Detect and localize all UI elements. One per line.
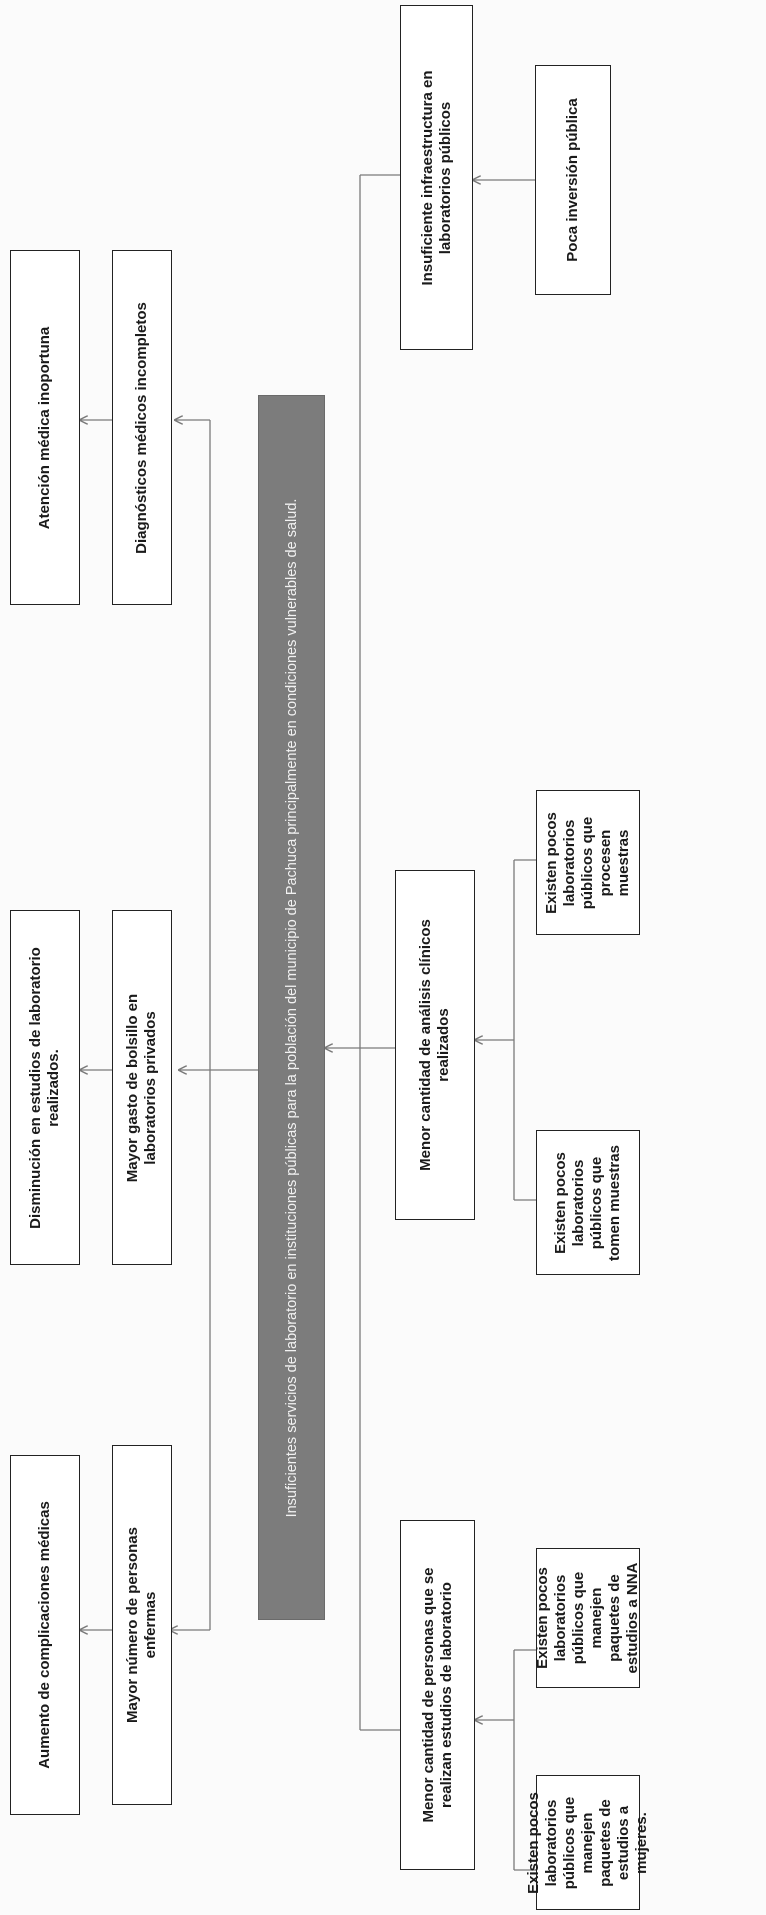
effect-box xyxy=(10,910,80,1265)
sub-cause-box xyxy=(536,1548,640,1688)
effect-box xyxy=(112,250,172,605)
central-problem-label: Insuficientes servicios de laboratorio en instituciones públicas para la población del municipio de Pachuca principalmente en condiciones vulnerables de salud. xyxy=(283,498,300,1517)
cause-box xyxy=(395,870,475,1220)
effect-label: Mayor número de personas enfermas xyxy=(124,1527,159,1723)
cause-label: Menor cantidad de personas que se realizan estudios de laboratorio xyxy=(419,1567,455,1823)
sub-cause-label: Existen pocos laboratorios públicos que procesen muestras xyxy=(543,811,632,914)
effect-box xyxy=(10,250,80,605)
effect-label: Aumento de complicaciones médicas xyxy=(36,1501,53,1769)
sub-cause-box xyxy=(536,1130,640,1275)
cause-label: Menor cantidad de análisis clínicos realizados xyxy=(417,919,452,1171)
effect-label: Diagnósticos médicos incompletos xyxy=(133,301,150,554)
effect-box xyxy=(112,1445,172,1805)
sub-cause-box xyxy=(525,1775,650,1910)
cause-box xyxy=(400,1520,475,1870)
sub-cause-label: Existen pocos laboratorios públicos que manejen paquetes de estudios a mujeres. xyxy=(525,1791,650,1894)
effect-label: Mayor gasto de bolsillo en laboratorios privados xyxy=(124,993,159,1182)
cause-label: Insuficiente infraestructura en laboratorios públicos xyxy=(418,69,454,286)
sub-cause-box xyxy=(535,65,611,295)
cause-box xyxy=(400,5,473,350)
sub-cause-box xyxy=(536,790,640,935)
effect-label: Disminución en estudios de laboratorio realizados. xyxy=(27,946,62,1229)
sub-cause-label: Existen pocos laboratorios públicos que tomen muestras xyxy=(552,1144,623,1261)
sub-cause-label: Poca inversión pública xyxy=(564,98,581,262)
central-problem-box xyxy=(258,395,325,1620)
effect-label: Atención médica inoportuna xyxy=(36,326,53,529)
effect-box xyxy=(112,910,172,1265)
sub-cause-label: Existen pocos laboratorios públicos que manejen paquetes de estudios a NNA xyxy=(534,1562,641,1674)
effect-box xyxy=(10,1455,80,1815)
